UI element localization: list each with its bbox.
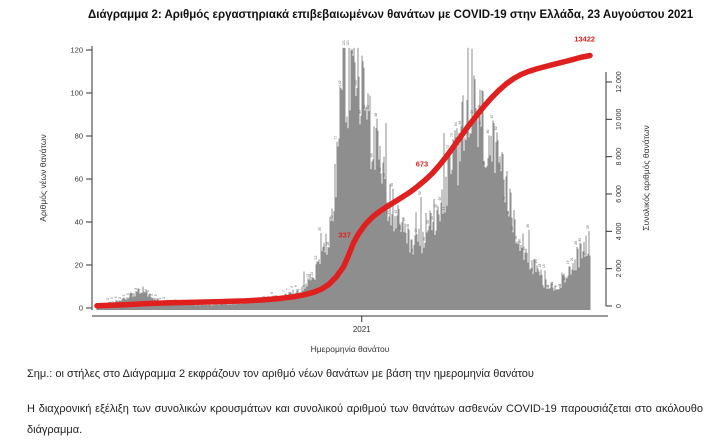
svg-text:4 000: 4 000 — [616, 222, 623, 241]
svg-text:117: 117 — [350, 48, 354, 54]
svg-text:7: 7 — [298, 288, 302, 291]
svg-text:79: 79 — [450, 133, 454, 138]
svg-text:60: 60 — [382, 173, 386, 177]
svg-text:9: 9 — [294, 285, 298, 288]
svg-text:5: 5 — [126, 293, 130, 296]
svg-text:5: 5 — [130, 292, 134, 295]
svg-text:43: 43 — [394, 209, 398, 214]
body-paragraph: Η διαχρονική εξέλιξη των συνολικών κρουσμάτων και συνολικού αριθμού των θανάτων ασθενών COVID-19 παρουσιάζεται στο ακόλουθο διάγραμμα. — [27, 403, 703, 436]
svg-text:36: 36 — [586, 225, 590, 230]
svg-text:80: 80 — [486, 129, 490, 134]
svg-text:39: 39 — [402, 217, 406, 222]
svg-text:9: 9 — [546, 285, 550, 288]
svg-text:2: 2 — [182, 299, 186, 302]
chart-footnote: Σημ.: οι στήλες στο Διάγραμμα 2 εκφράζουν τον αριθμό νέων θανάτων με βάση την ημερομηνία θανάτου — [27, 368, 534, 380]
svg-text:7: 7 — [142, 288, 146, 291]
svg-text:9: 9 — [302, 284, 306, 287]
svg-text:7: 7 — [282, 290, 286, 292]
svg-text:121: 121 — [346, 40, 350, 46]
svg-text:88: 88 — [374, 112, 378, 117]
svg-text:34: 34 — [414, 228, 418, 233]
svg-text:2 000: 2 000 — [616, 259, 623, 278]
svg-text:10 000: 10 000 — [616, 108, 623, 131]
svg-text:63: 63 — [378, 167, 382, 172]
svg-text:18: 18 — [538, 263, 542, 268]
svg-text:7: 7 — [286, 288, 290, 291]
svg-text:25: 25 — [410, 248, 414, 253]
svg-text:69: 69 — [370, 153, 374, 158]
svg-text:35: 35 — [318, 227, 322, 231]
svg-text:4: 4 — [266, 295, 270, 298]
svg-text:49: 49 — [438, 196, 442, 201]
svg-text:43: 43 — [386, 210, 390, 215]
svg-text:0: 0 — [78, 303, 83, 313]
svg-text:31: 31 — [514, 235, 518, 240]
svg-text:66: 66 — [482, 160, 486, 165]
svg-text:12 000: 12 000 — [616, 71, 623, 93]
svg-text:35: 35 — [398, 225, 402, 230]
svg-text:29: 29 — [518, 239, 522, 243]
svg-text:44: 44 — [442, 206, 446, 211]
svg-text:9: 9 — [554, 285, 558, 288]
svg-text:87: 87 — [490, 114, 494, 119]
svg-text:0: 0 — [616, 304, 623, 308]
svg-text:36: 36 — [526, 223, 530, 228]
svg-text:38: 38 — [426, 220, 430, 225]
annotation-13422: 13422 — [574, 34, 596, 44]
svg-text:92: 92 — [362, 104, 366, 109]
svg-text:49: 49 — [502, 196, 506, 201]
svg-text:3: 3 — [246, 298, 250, 301]
svg-text:3: 3 — [258, 298, 262, 301]
svg-text:9: 9 — [558, 283, 562, 286]
svg-text:40: 40 — [430, 215, 434, 220]
svg-text:28: 28 — [574, 240, 578, 245]
svg-text:8 000: 8 000 — [616, 147, 623, 166]
svg-text:6: 6 — [146, 290, 150, 293]
svg-text:12: 12 — [562, 276, 566, 281]
svg-text:16: 16 — [530, 267, 534, 272]
svg-text:26: 26 — [522, 246, 526, 251]
svg-text:100: 100 — [70, 88, 83, 98]
svg-text:3: 3 — [250, 298, 254, 301]
svg-text:84: 84 — [478, 120, 482, 125]
svg-text:2: 2 — [234, 299, 238, 302]
svg-text:Συνολικός αριθμός θανάτων: Συνολικός αριθμός θανάτων — [641, 125, 651, 231]
svg-text:5: 5 — [150, 293, 154, 296]
svg-text:3: 3 — [162, 296, 166, 299]
svg-text:46: 46 — [434, 204, 438, 209]
svg-text:56: 56 — [390, 182, 394, 187]
svg-text:4: 4 — [262, 295, 266, 298]
svg-text:2: 2 — [169, 299, 174, 302]
svg-text:30: 30 — [422, 236, 426, 241]
svg-text:13: 13 — [306, 273, 310, 278]
svg-text:60: 60 — [74, 174, 83, 184]
svg-text:80: 80 — [74, 131, 83, 141]
svg-text:79: 79 — [466, 131, 470, 136]
svg-text:52: 52 — [418, 191, 422, 196]
svg-text:21: 21 — [570, 257, 574, 262]
svg-text:3: 3 — [106, 298, 110, 300]
svg-text:88: 88 — [474, 113, 478, 118]
svg-text:7: 7 — [138, 288, 142, 291]
svg-text:3: 3 — [254, 297, 258, 300]
svg-text:120: 120 — [70, 45, 83, 55]
svg-text:Ημερομηνία θανάτου: Ημερομηνία θανάτου — [310, 344, 390, 354]
svg-text:5: 5 — [154, 294, 158, 297]
svg-text:22: 22 — [314, 255, 318, 260]
svg-text:79: 79 — [462, 131, 466, 136]
svg-text:24: 24 — [582, 250, 586, 255]
svg-text:4: 4 — [274, 294, 278, 297]
svg-text:18: 18 — [542, 264, 546, 269]
svg-text:3: 3 — [118, 297, 122, 300]
svg-text:77: 77 — [334, 135, 338, 140]
annotation-337: 337 — [338, 230, 351, 240]
svg-text:6 000: 6 000 — [616, 185, 623, 203]
svg-text:40: 40 — [330, 215, 334, 220]
svg-text:82: 82 — [494, 126, 498, 131]
svg-text:40: 40 — [74, 217, 83, 227]
svg-text:6: 6 — [270, 291, 274, 294]
chart-title: Διάγραμμα 2: Αριθμός εργαστηριακά επιβεβαιωμένων θανάτων με COVID-19 στην Ελλάδα, 23 Αυγούστου 2021 — [88, 9, 694, 21]
svg-text:28: 28 — [326, 241, 330, 246]
svg-text:26: 26 — [322, 246, 326, 251]
svg-text:20: 20 — [534, 259, 538, 264]
svg-text:19: 19 — [566, 260, 570, 265]
svg-text:102: 102 — [354, 80, 358, 86]
svg-text:43: 43 — [506, 210, 510, 215]
svg-text:2021: 2021 — [352, 325, 371, 334]
svg-text:3: 3 — [110, 297, 114, 300]
svg-text:92: 92 — [366, 105, 370, 110]
svg-text:89: 89 — [358, 109, 362, 114]
svg-text:84: 84 — [458, 120, 462, 125]
svg-text:2: 2 — [166, 299, 170, 302]
annotation-673: 673 — [415, 159, 429, 169]
svg-text:10: 10 — [550, 281, 554, 286]
svg-text:2: 2 — [222, 299, 226, 302]
svg-text:4: 4 — [114, 296, 118, 299]
svg-text:2: 2 — [242, 299, 246, 302]
svg-text:3: 3 — [158, 297, 162, 300]
svg-text:121: 121 — [342, 40, 346, 46]
svg-text:2: 2 — [174, 299, 178, 302]
svg-text:64: 64 — [498, 165, 502, 170]
svg-text:Αριθμός νέων θανάτων: Αριθμός νέων θανάτων — [38, 134, 48, 222]
svg-text:102: 102 — [338, 80, 342, 87]
svg-text:4: 4 — [278, 296, 282, 299]
svg-text:9: 9 — [290, 285, 294, 288]
svg-text:35: 35 — [510, 226, 514, 231]
svg-text:4: 4 — [122, 294, 126, 297]
svg-text:14: 14 — [310, 271, 314, 276]
svg-text:36: 36 — [406, 223, 410, 228]
svg-text:73: 73 — [446, 144, 450, 149]
svg-text:20: 20 — [74, 260, 83, 270]
svg-text:30: 30 — [578, 237, 582, 242]
svg-text:2: 2 — [230, 299, 234, 302]
svg-text:8: 8 — [134, 287, 138, 290]
svg-text:89: 89 — [470, 109, 474, 114]
svg-text:84: 84 — [454, 122, 458, 127]
